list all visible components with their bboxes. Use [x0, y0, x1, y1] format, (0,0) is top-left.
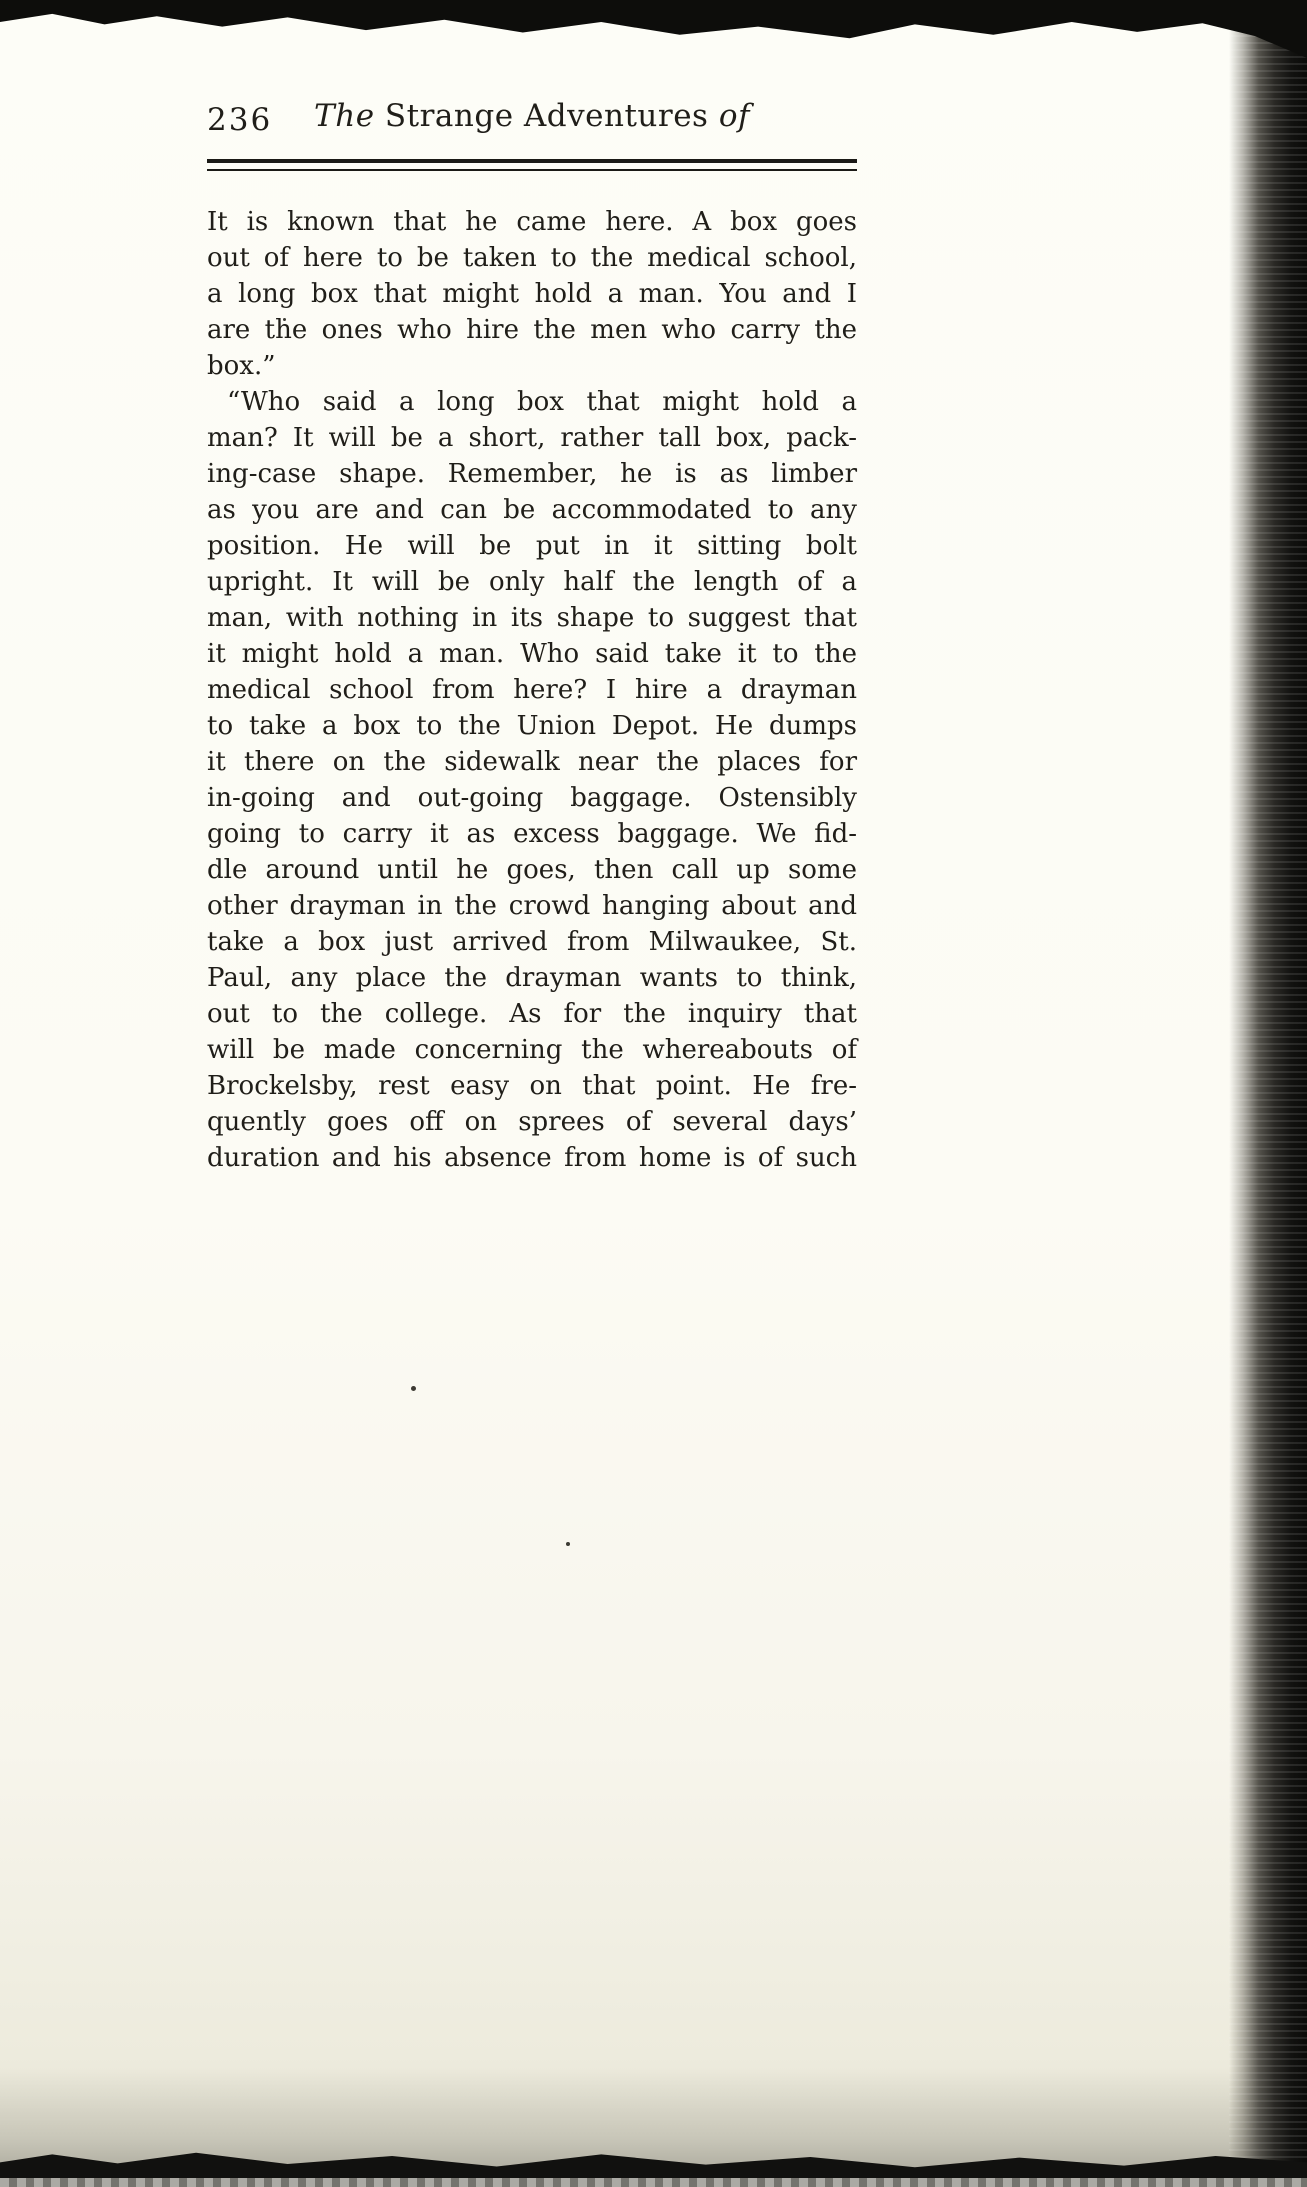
body-line: to take a box to the Union Depot. He dumps [207, 711, 857, 741]
running-title-lead: The [314, 98, 375, 134]
body-line: dle around until he goes, then call up some [207, 855, 857, 885]
body-line: out of here to be taken to the medical school, [207, 243, 857, 273]
right-edge-scan-artifact [1229, 0, 1307, 2187]
paragraph [207, 384, 857, 1176]
body-line: as you are and can be accommodated to any [207, 495, 857, 525]
body-line: position. He will be put in it sitting bolt [207, 531, 857, 561]
bottom-edge-base-artifact [0, 2178, 1307, 2187]
body-line: it there on the sidewalk near the places for [207, 747, 857, 777]
body-line: man? It will be a short, rather tall box, pack- [207, 423, 857, 453]
body-line: going to carry it as excess baggage. We fid- [207, 819, 857, 849]
body-line: duration and his absence from home is of such [207, 1143, 857, 1173]
body-line: a long box that might hold a man. You and I [207, 279, 857, 309]
body-line: medical school from here? I hire a drayman [207, 675, 857, 705]
body-line: upright. It will be only half the length of a [207, 567, 857, 597]
body-line: other drayman in the crowd hanging about and [207, 891, 857, 921]
page-body [207, 204, 857, 1176]
paragraph [207, 204, 857, 384]
body-line: It is known that he came here. A box goes [207, 207, 857, 237]
body-line: ing-case shape. Remember, he is as limber [207, 459, 857, 489]
body-line: will be made concerning the whereabouts of [207, 1035, 857, 1065]
running-title [207, 96, 857, 134]
body-line: Brockelsby, rest easy on that point. He fre- [207, 1071, 857, 1101]
scan-speck [411, 1386, 416, 1391]
body-line: “Who said a long box that might hold a [227, 387, 857, 417]
top-edge-scan-artifact [0, 0, 1307, 58]
scan-speck [566, 1542, 570, 1546]
body-line: take a box just arrived from Milwaukee, St. [207, 927, 857, 957]
body-line: box.” [207, 351, 276, 381]
text-column [207, 96, 857, 1176]
body-line: man, with nothing in its shape to suggest that [207, 603, 857, 633]
header-double-rule [207, 159, 857, 171]
running-header [207, 96, 857, 146]
body-line: Paul, any place the drayman wants to think, [207, 963, 857, 993]
page-number: 236 [207, 102, 273, 138]
running-title-main: Strange Adventures [374, 98, 719, 134]
body-line: are the ones who hire the men who carry the [207, 315, 857, 345]
running-title-tail: of [718, 98, 750, 134]
body-line: quently goes off on sprees of several days’ [207, 1107, 857, 1137]
body-line: out to the college. As for the inquiry that [207, 999, 857, 1029]
body-line: it might hold a man. Who said take it to the [207, 639, 857, 669]
body-line: in-going and out-going baggage. Ostensibly [207, 783, 857, 813]
